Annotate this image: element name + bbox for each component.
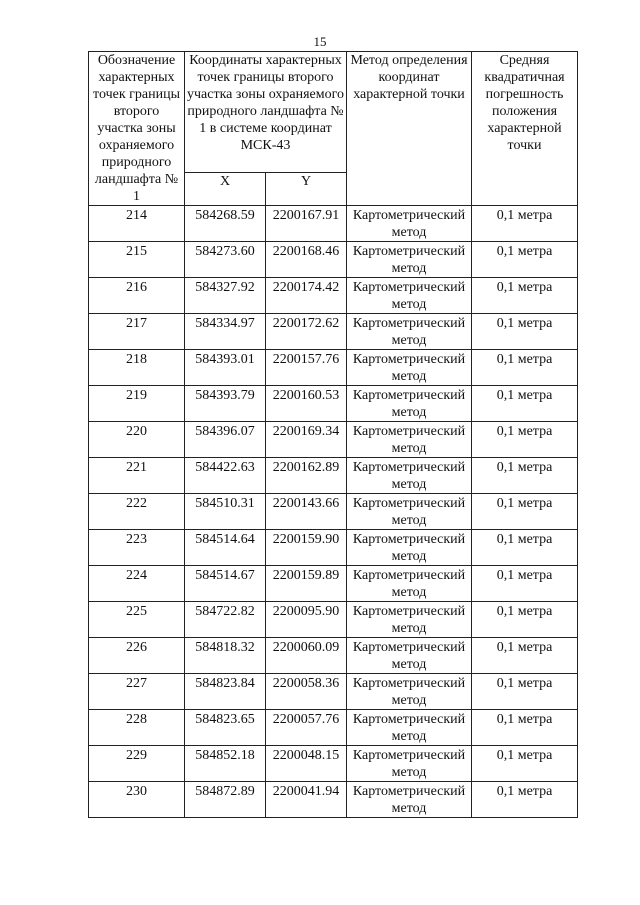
cell-x: 584818.32 [185,638,266,674]
cell-method: Картометрический метод [347,206,472,242]
header-method: Метод определения координат характерной точки [347,52,472,206]
table-row [89,206,578,242]
cell-y: 2200157.76 [266,350,347,386]
header-error: Средняя квадратичная погрешность положения характерной точки [472,52,578,206]
cell-method: Картометрический метод [347,494,472,530]
cell-error: 0,1 метра [472,314,578,350]
cell-error: 0,1 метра [472,602,578,638]
cell-x: 584514.64 [185,530,266,566]
header-coordinates: Координаты характерных точек границы второго участка зоны охраняемого природного ландшафта № 1 в системе координат МСК-43 [185,52,347,173]
cell-y: 2200143.66 [266,494,347,530]
cell-x: 584510.31 [185,494,266,530]
table-row [89,602,578,638]
cell-x: 584393.01 [185,350,266,386]
cell-method: Картометрический метод [347,566,472,602]
cell-y: 2200058.36 [266,674,347,710]
table-row [89,386,578,422]
cell-error: 0,1 метра [472,278,578,314]
table-row [89,314,578,350]
cell-error: 0,1 метра [472,206,578,242]
cell-x: 584273.60 [185,242,266,278]
table-row [89,566,578,602]
cell-y: 2200041.94 [266,782,347,818]
cell-x: 584327.92 [185,278,266,314]
table-row [89,422,578,458]
cell-method: Картометрический метод [347,746,472,782]
cell-point: 216 [89,278,185,314]
table-row [89,278,578,314]
table-row [89,242,578,278]
table-row [89,494,578,530]
cell-method: Картометрический метод [347,242,472,278]
header-y: Y [266,173,347,206]
table-row [89,638,578,674]
cell-y: 2200167.91 [266,206,347,242]
cell-method: Картометрический метод [347,782,472,818]
cell-point: 220 [89,422,185,458]
table-row [89,530,578,566]
cell-x: 584823.65 [185,710,266,746]
cell-x: 584334.97 [185,314,266,350]
cell-x: 584268.59 [185,206,266,242]
table-row [89,746,578,782]
cell-method: Картометрический метод [347,278,472,314]
cell-point: 225 [89,602,185,638]
cell-error: 0,1 метра [472,458,578,494]
cell-point: 222 [89,494,185,530]
table-row [89,782,578,818]
cell-error: 0,1 метра [472,746,578,782]
cell-y: 2200172.62 [266,314,347,350]
cell-point: 228 [89,710,185,746]
cell-method: Картометрический метод [347,710,472,746]
header-row [89,52,578,173]
cell-method: Картометрический метод [347,350,472,386]
cell-error: 0,1 метра [472,782,578,818]
cell-point: 226 [89,638,185,674]
cell-x: 584872.89 [185,782,266,818]
cell-y: 2200162.89 [266,458,347,494]
cell-point: 227 [89,674,185,710]
coordinates-table [88,51,578,818]
cell-error: 0,1 метра [472,566,578,602]
cell-x: 584722.82 [185,602,266,638]
cell-point: 214 [89,206,185,242]
cell-x: 584823.84 [185,674,266,710]
cell-method: Картометрический метод [347,602,472,638]
cell-error: 0,1 метра [472,422,578,458]
cell-method: Картометрический метод [347,458,472,494]
cell-error: 0,1 метра [472,674,578,710]
cell-point: 217 [89,314,185,350]
cell-point: 218 [89,350,185,386]
cell-method: Картометрический метод [347,638,472,674]
cell-y: 2200060.09 [266,638,347,674]
table-row [89,458,578,494]
cell-point: 219 [89,386,185,422]
cell-y: 2200048.15 [266,746,347,782]
cell-error: 0,1 метра [472,638,578,674]
cell-error: 0,1 метра [472,242,578,278]
cell-error: 0,1 метра [472,710,578,746]
cell-method: Картометрический метод [347,674,472,710]
cell-method: Картометрический метод [347,314,472,350]
cell-error: 0,1 метра [472,386,578,422]
cell-point: 230 [89,782,185,818]
cell-method: Картометрический метод [347,530,472,566]
cell-x: 584396.07 [185,422,266,458]
table-row [89,350,578,386]
cell-y: 2200160.53 [266,386,347,422]
cell-point: 221 [89,458,185,494]
table-row [89,674,578,710]
cell-point: 229 [89,746,185,782]
header-designation: Обозначение характерных точек границы второго участка зоны охраняемого природного ландшафта № 1 [89,52,185,206]
page-number: 15 [313,34,327,49]
table-body [89,206,578,818]
cell-method: Картометрический метод [347,386,472,422]
cell-x: 584393.79 [185,386,266,422]
cell-y: 2200174.42 [266,278,347,314]
cell-method: Картометрический метод [347,422,472,458]
cell-x: 584514.67 [185,566,266,602]
cell-point: 223 [89,530,185,566]
cell-point: 215 [89,242,185,278]
cell-point: 224 [89,566,185,602]
cell-y: 2200095.90 [266,602,347,638]
table-row [89,710,578,746]
cell-y: 2200057.76 [266,710,347,746]
cell-y: 2200168.46 [266,242,347,278]
cell-y: 2200159.89 [266,566,347,602]
cell-x: 584422.63 [185,458,266,494]
cell-y: 2200159.90 [266,530,347,566]
cell-error: 0,1 метра [472,350,578,386]
cell-error: 0,1 метра [472,530,578,566]
cell-x: 584852.18 [185,746,266,782]
cell-y: 2200169.34 [266,422,347,458]
header-x: X [185,173,266,206]
cell-error: 0,1 метра [472,494,578,530]
